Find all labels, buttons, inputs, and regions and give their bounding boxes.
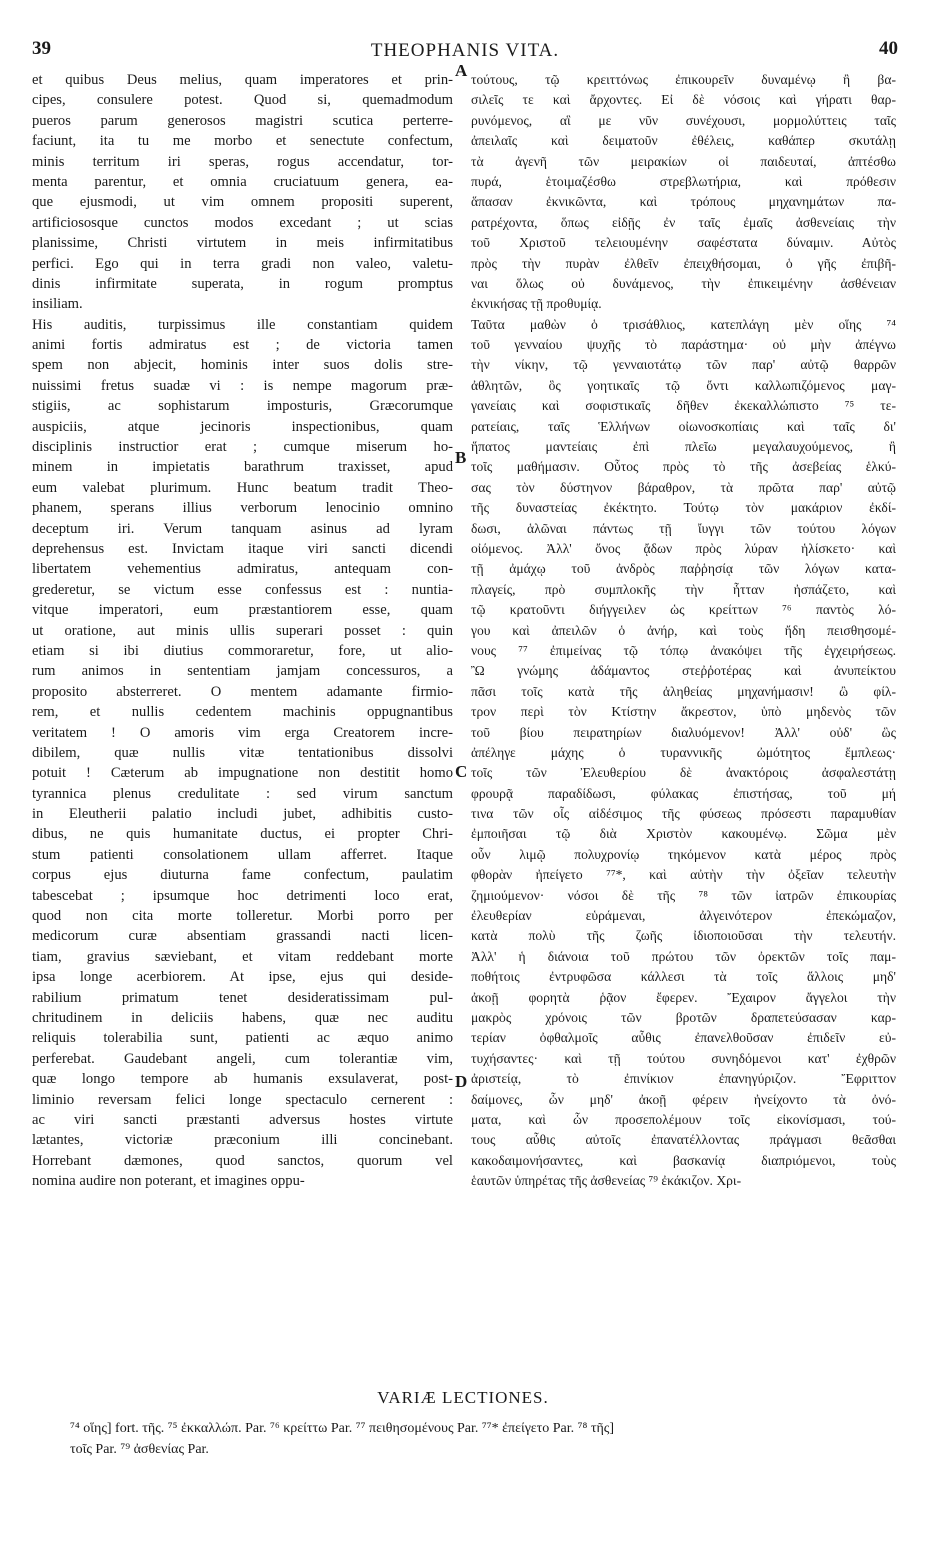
greek-text-line: πλαγείς, πρὸ συμπλοκῆς τὴν ἧτταν ἠσπάζετο, καὶ: [471, 581, 896, 597]
latin-text-line: tyrannica plenus credulitate : sed virum sanctum: [32, 785, 453, 802]
greek-text-line: τῆς δυναστείας ἐκέκτητο. Τούτῳ τὸν μακάριον ἐκδί-: [471, 500, 896, 516]
latin-text-line: eum valebat plurimum. Hunc beatum tradit Theo-: [32, 479, 453, 496]
greek-text-line: κακοδαιμονήσαντες, καὶ βασκανίᾳ διαπριόμενοι, τοὺς: [471, 1152, 896, 1168]
greek-text-line: μακρὸς χρόνοις τῶν βροτῶν δραπετεύσασαν καρ-: [471, 1009, 896, 1025]
latin-text-line: minem in impietatis barathrum traxisset, apud: [32, 459, 453, 476]
latin-text-line: phanem, sperans illius verborum lenocinio omnino: [32, 500, 453, 517]
greek-text-line: τοῖς μαθήμασιν. Οὗτος πρὸς τὸ τῆς ἀσεβείας ἑλκύ-: [471, 459, 896, 475]
latin-text-line: Horrebant dæmones, quod sanctos, quorum vel: [32, 1152, 453, 1169]
greek-text-line: τῷ κρατοῦντι διήγγειλεν ὡς κρείττων ⁷⁶ παντὸς λό-: [471, 602, 896, 618]
latin-text-line: deceptum iri. Verum tanquam asinus ad lyram: [32, 520, 453, 537]
greek-text-line: γου καὶ ἀπειλῶν ὁ ἀνήρ, καὶ τοὺς ἤδη πεισθησομέ-: [471, 622, 896, 638]
latin-text-line: et quibus Deus melius, quam imperatores et prin-: [32, 72, 453, 88]
greek-text-line: ρυνόμενος, αἳ με νῦν συνέχουσι, μορμολύττεις ταῖς: [471, 112, 896, 128]
latin-text-line: grederetur, se victum esse confessus est : nuntia-: [32, 581, 453, 598]
latin-text-line: minis territum iri speras, rogus accendatur, tor-: [32, 153, 453, 170]
latin-text-line: ut oratione, aut minis ullis superari posset : quin: [32, 622, 453, 639]
greek-text-line: ματα, καὶ ὧν προσεπολέμουν τοῖς εἰκονίσμασι, τού-: [471, 1111, 896, 1127]
greek-text-line: τρον περὶ τὸν Κτίστην ἄκρεστον, ὑπὸ μηδενὸς τῶν: [471, 704, 896, 720]
latin-text-line: corpus ejus diuturna fame confectum, paulatim: [32, 867, 453, 884]
latin-text-line: stigiis, ac sophistarum imposturis, Græcorumque: [32, 398, 453, 415]
latin-text-line: quæ longo tempore ab humanis exsulaverat, post-: [32, 1071, 453, 1088]
variae-lectiones-title: VARIÆ LECTIONES.: [377, 1388, 549, 1407]
latin-text-line: tiam, gravius sæviebant, et vitam reddebant morte: [32, 948, 453, 965]
greek-text-line: τους αὖθις αὐτοῖς ἐπανατέλλοντας πράγμασι θεᾶσθαι: [471, 1132, 896, 1148]
greek-text-line: φρουρᾷ παραδίδωσι, φύλακας ἐπιστήσας, τοῦ μή: [471, 785, 896, 801]
greek-text-line: τὰ ἀγενῆ τῶν μειρακίων οἱ παιδευταί, ἀπτέσθω: [471, 153, 896, 169]
greek-text-line: τοῦ βίου πειρατηρίων διαλυόμενον! Ἀλλ' οὐδ' ὣς: [471, 724, 896, 740]
latin-text-line: reliquis tolerabilia sunt, patienti ac æquo animo: [32, 1030, 453, 1047]
page-number-right: 40: [879, 38, 898, 59]
greek-text-line: ἐλευθερίαν εὑράμεναι, ἀλγεινότερον ἐπεκώμαζον,: [471, 908, 896, 924]
latin-text-line: que ejusmodi, ut vim omnem propositi superent,: [32, 194, 453, 211]
greek-text-line: ἀθλητῶν, ὃς γοητικαῖς τῷ ὄντι καλλωπιζόμενος μαγ-: [471, 377, 896, 393]
variant-reading-line: ⁷⁴ οἵης] fort. τῆς. ⁷⁵ ἐκκαλλώπ. Par. ⁷⁶ κρείττω Par. ⁷⁷ πειθησομένους Par. ⁷⁷* ἐπείγετο Par. ⁷⁸ τῆς]: [70, 1421, 615, 1436]
latin-text-line: etiam si ibi diutius commoraretur, fore, ut alio-: [32, 642, 453, 659]
greek-text-line: τυχήσαντες· καὶ τῇ τούτου συνηδόμενοι κατ' ἐχθρῶν: [471, 1050, 896, 1066]
greek-text-line: πᾶσι τοῖς κατὰ τῆς ἀληθείας μηχανήμασιν! ὢ φίλ-: [471, 683, 896, 699]
latin-text-line: animi fortis admiratus est ; de victoria tamen: [32, 337, 453, 354]
greek-text-line: ποθήτοις ἐντρυφῶσα κάλλεσι τὰ τοῖς ἄλλοις μηδ': [471, 969, 896, 985]
latin-text-line: insiliam.: [32, 296, 83, 313]
latin-text-line: spem non abjecit, hominis inter suos dolis stre-: [32, 357, 453, 374]
greek-text-line: πρὸς τὴν πυρὰν ἐλθεῖν ἐπειχθήσομαι, ὁ γῆς ἐπιβῆ-: [471, 255, 896, 271]
greek-text-line: τῇ ἀμάχῳ τοῦ ἀνδρὸς παῤῥησίᾳ τῶν λόγων κατα-: [471, 561, 896, 577]
latin-text-line: dibus, ne quis humanitate ductus, ei propter Chri-: [32, 826, 453, 843]
latin-text-line: disciplinis instructior erat ; cumque miserum ho-: [32, 439, 453, 456]
greek-text-line: τινα τῶν οἷς αἰδέσιμος τῆς φύσεως πρόσεστι παραμυθίαν: [471, 806, 896, 822]
greek-text-line: ἀριστείᾳ, τὸ ἐπινίκιον ἐπανηγύριζον. Ἔφριττον: [471, 1071, 896, 1087]
latin-text-line: perfici. Ego qui in terra gradi non valeo, valetu-: [32, 255, 453, 272]
greek-text-line: Ταῦτα μαθὼν ὁ τρισάθλιος, κατεπλάγη μὲν οἵης ⁷⁴: [471, 316, 896, 332]
latin-text-line: cipes, consulere potest. Quod si, quemadmodum: [32, 92, 453, 109]
greek-text-line: γανείαις καὶ σοφιστικαῖς δῆθεν ἐκεκαλλώπιστο ⁷⁵ τε-: [471, 398, 896, 414]
greek-text-line: κατὰ πολὺ τῆς ζωῆς ἰδιοποιοῦσαι τὴν τελευτήν.: [471, 928, 896, 944]
section-marker-a: A: [455, 61, 468, 80]
greek-text-line: Ὢ γνώμης ἀδάμαντος στεῤῥοτέρας καὶ ἀνυπείκτου: [471, 663, 896, 679]
page-number-left: 39: [32, 38, 51, 59]
greek-text-line: ναι ὅλως οὐ δυνάμενος, τὴν ἐπικειμένην ἀσθένειαν: [471, 275, 896, 291]
latin-text-line: rum animos in sententiam jamjam concessuros, a: [32, 663, 453, 680]
latin-text-line: ipsa longe acerbiorem. At ipse, ejus qui deside-: [32, 969, 453, 986]
latin-text-line: stum patienti consolationem ullam afferret. Itaque: [32, 846, 453, 863]
greek-text-line: τοῖς τῶν Ἐλευθερίου δὲ ἀνακτόροις ἀσφαλεστάτῃ: [471, 765, 896, 781]
latin-column: [32, 70, 453, 1191]
latin-text-line: proposito absterreret. O mentem adamante firmio-: [32, 683, 453, 700]
greek-text-line: ἀκοῇ φορητὰ ῥᾷον ἔφερεν. Ἔχαιρον ἄγγελοι τὴν: [471, 989, 896, 1005]
greek-text-line: ἀπειλαῖς καὶ δειματοῦν ἐθέλεις, καθάπερ σκυτάλῃ: [471, 133, 896, 149]
latin-text-line: dinis infirmitate superata, in rogum promptus: [32, 275, 453, 292]
latin-text-line: ac viri sancti præstanti adversus hostes virtute: [32, 1111, 453, 1128]
greek-text-line: ρατείαις, ταῖς Ἑλλήνων οἰωνοσκοπίαις καὶ ταῖς δι': [471, 418, 896, 434]
greek-text-line: πυρά, ἑτοιμαζέσθω στρεβλωτήρια, καὶ πρόθεσιν: [471, 173, 896, 189]
variant-reading-line: τοῖς Par. ⁷⁹ ἀσθενίας Par.: [70, 1442, 209, 1457]
greek-text-line: τερίαν ὀφθαλμοῖς αὖθις ἐπανελθοῦσαν ἐπιδεῖν εὐ-: [471, 1030, 896, 1046]
greek-text-line: τὴν νίκην, τῷ γενναιοτάτῳ τῶν παρ' αὐτῷ θαρρῶν: [471, 357, 896, 373]
latin-text-line: tabescebat ; ipsumque hoc detrimenti loco erat,: [32, 887, 453, 904]
latin-text-line: medicorum curæ absentiam grassandi nacti licen-: [32, 928, 453, 945]
greek-text-line: τοῦ γενναίου ψυχῆς τὸ παράστημα· οὐ μὴν ἀπέγνω: [471, 337, 896, 353]
greek-text-line: φθορὰν ἠπείγετο ⁷⁷*, καὶ αὐτὴν τὴν ὀξεῖαν τελευτὴν: [471, 867, 896, 883]
latin-text-line: planissime, Christi virtutem in meis infirmitatibus: [32, 235, 453, 252]
greek-text-line: ἐμποιῆσαι τῷ διὰ Χριστὸν κακουμένῳ. Σῶμα μὲν: [471, 826, 896, 842]
latin-text-line: libertatem vehementius admiratus, antequam con-: [32, 561, 453, 578]
latin-text-line: potuit ! Cæterum ab impugnatione non destitit homo: [32, 765, 453, 782]
greek-text-line: ρατρέχοντα, ὅπως εἰδῇς ἐν ταῖς ἐμαῖς ἀσθενείαις τὴν: [471, 214, 896, 230]
greek-text-line: οἰόμενος. Ἀλλ' ὄνος ᾄδων πρὸς λύραν ἡλίσκετο· καὶ: [471, 540, 896, 556]
greek-text-line: τοῦ Χριστοῦ τελειουμένην σαφέστατα δύναμιν. Αὐτὸς: [471, 235, 896, 251]
greek-text-line: σιλεῖς τε καὶ ἄρχοντες. Εἰ δὲ νόσοις καὶ γήρατι θαρ-: [471, 92, 896, 108]
latin-text-line: liminio reversam felici longe spectaculo cernerent :: [32, 1091, 453, 1108]
running-title: THEOPHANIS VITA.: [370, 40, 560, 61]
latin-text-line: artificiososque cunctos modos excedant ; ut scias: [32, 214, 453, 231]
greek-text-line: οὖν λιμῷ πολυχρονίῳ τηκόμενον κατὰ μέρος πρὸς: [471, 846, 896, 862]
latin-text-line: perferebat. Gaudebant angeli, cum tolerantiæ vim,: [32, 1050, 453, 1067]
latin-text-line: rem, et nullis cedentem machinis oppugnantibus: [32, 704, 453, 721]
section-marker-d: D: [455, 1072, 468, 1091]
latin-text-line: nomina audire non poterant, et imagines oppu-: [32, 1173, 305, 1190]
greek-text-line: ἀπέληγε μάχης ὁ τυραννικῆς ὠμότητος ἔμπλεως·: [471, 744, 896, 760]
latin-text-line: vitque imperatori, eum præstantiorem esse, quam: [32, 602, 453, 619]
section-marker-b: B: [455, 448, 467, 467]
greek-text-line: ἥπατος μαντείαις ἐπὶ πλεῖω μεγαλαυχούμενος, ἢ: [471, 439, 896, 455]
greek-text-line: δαίμονες, ὧν μηδ' ἀκοῇ φέρειν ἠνείχοντο τὰ ὀνό-: [471, 1091, 896, 1107]
latin-text-line: lætantes, victoriæ præconium illi concinebant.: [32, 1132, 453, 1149]
latin-text-line: rabilium primatum tenet desideratissimam pul-: [32, 989, 453, 1006]
greek-column: [471, 70, 896, 1191]
latin-text-line: chritudinem in deliciis habens, quæ nec auditu: [32, 1009, 453, 1026]
greek-text-line: τούτους, τῷ κρειττόνως ἐπικουρεῖν δυναμένῳ ἢ βα-: [471, 72, 896, 87]
greek-text-line: ἅπασαν ἐκνικῶντα, καὶ τρόπους μηχανημάτων πα-: [471, 194, 896, 210]
latin-text-line: in Eleutherii palatio includi jubet, adhibitis custo-: [32, 806, 453, 823]
latin-text-line: nuissimi fretus suadæ vi : is nempe magorum præ-: [32, 377, 453, 394]
greek-text-line: νους ⁷⁷ ἐπιμείνας τῷ τόπῳ ἀνακόψει τῆς ἐγχειρήσεως.: [471, 642, 896, 658]
latin-text-line: faciunt, ita tu me morbo et senectute confectum,: [32, 133, 453, 150]
greek-text-line: ζημιούμενον· νόσοι δὲ τῆς ⁷⁸ τῶν ἰατρῶν ἐπικουρίας: [471, 887, 896, 903]
latin-text-line: His auditis, turpissimus ille constantiam quidem: [32, 316, 453, 333]
variae-lectiones-notes: [70, 1418, 866, 1460]
latin-text-line: veritatem ! O amoris vim erga Creatorem incre-: [32, 724, 453, 741]
latin-text-line: auspiciis, atque jecinoris inspectionibus, quam: [32, 418, 453, 435]
greek-text-line: Ἀλλ' ἡ διάνοια τοῦ πρώτου τῶν ὀρεκτῶν τοῖς παμ-: [471, 948, 896, 964]
latin-text-line: dibilem, quæ nullis vitæ tentationibus dissolvi: [32, 744, 453, 761]
greek-text-line: δωσι, ἁλῶναι πάντως τῇ ἴυγγι τῶν τούτου λόγων: [471, 520, 896, 536]
greek-text-line: σας τὸν δύστηνον βάραθρον, τὰ πρῶτα παρ' αὐτῷ: [471, 479, 896, 495]
latin-text-line: menta parentur, et omnia cruciatuum genera, ea-: [32, 173, 453, 190]
latin-text-line: quod non cita morte tolleretur. Morbi porro per: [32, 908, 453, 925]
greek-text-line: ἐκνικήσας τῇ προθυμίᾳ.: [471, 296, 602, 312]
greek-text-line: ἑαυτῶν ὑπηρέτας τῆς ἀσθενείας ⁷⁹ ἐκάκιζον. Χρι-: [471, 1173, 742, 1189]
latin-text-line: deprehensus est. Invictam itaque viri sancti dicendi: [32, 540, 453, 557]
section-marker-c: C: [455, 762, 468, 781]
latin-text-line: pueros parum generosos magistri scutica perterre-: [32, 112, 453, 129]
